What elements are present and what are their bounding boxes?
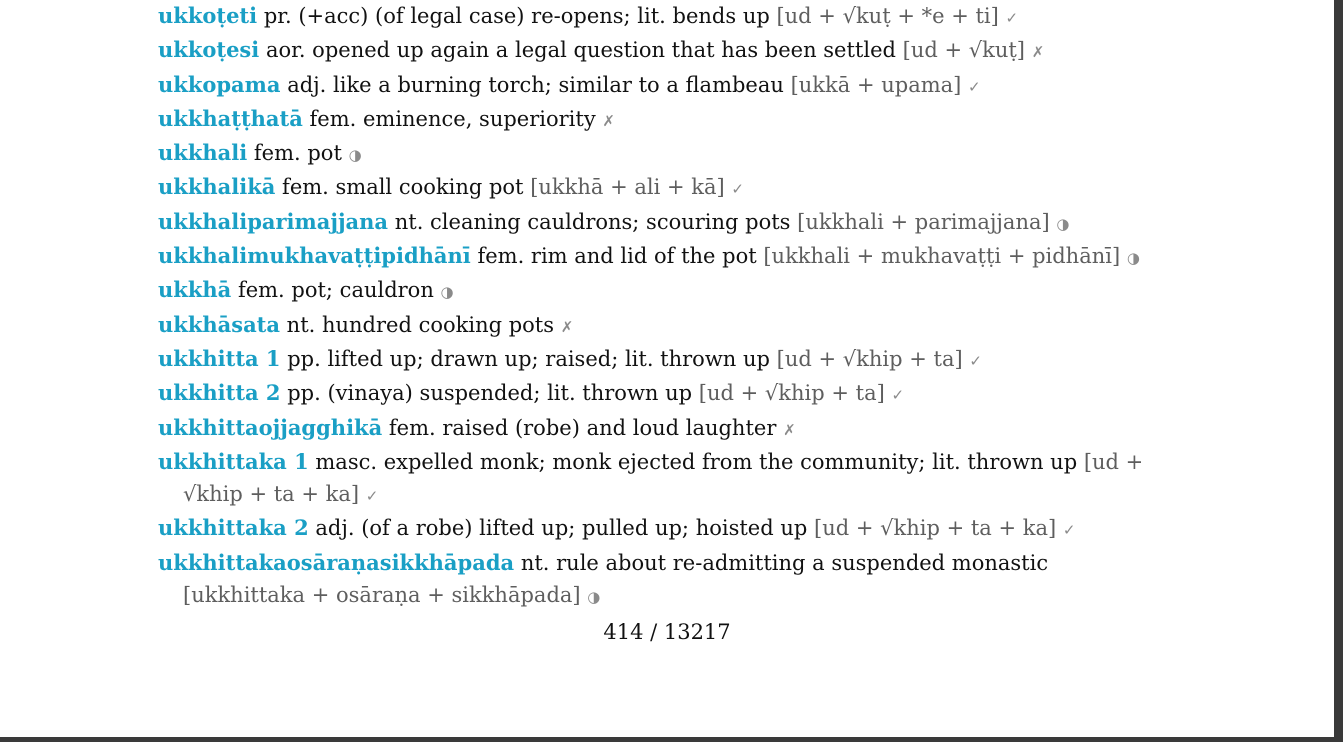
entry-definition: nt. rule about re-admitting a suspended monastic bbox=[520, 550, 1049, 575]
entry-headword: ukkhittaka 1 bbox=[158, 448, 309, 474]
entry-etymology: [ukkhā + ali + kā] bbox=[530, 175, 725, 200]
cross-icon: ✗ bbox=[783, 420, 796, 439]
half-circle-icon: ◑ bbox=[1126, 249, 1140, 268]
page-counter: 414 / 13217 bbox=[603, 620, 731, 644]
dictionary-entry bbox=[158, 171, 1168, 205]
entry-headword: ukkhali bbox=[158, 140, 248, 166]
cross-icon: ✗ bbox=[1031, 43, 1045, 62]
entry-definition: aor. opened up again a legal question that has been settled bbox=[265, 38, 896, 63]
entry-definition: adj. like a burning torch; similar to a flambeau bbox=[287, 72, 784, 97]
entry-etymology: [ukkā + upama] bbox=[790, 72, 962, 97]
entry-etymology: [ukkhali + parimajjana] bbox=[797, 209, 1050, 234]
half-circle-icon: ◑ bbox=[440, 283, 454, 302]
dictionary-entry bbox=[158, 206, 1168, 240]
entry-headword: ukkhittaka 2 bbox=[158, 515, 309, 541]
cross-icon: ✗ bbox=[602, 111, 615, 130]
entry-definition: nt. cleaning cauldrons; scouring pots bbox=[394, 209, 791, 234]
dictionary-entry bbox=[158, 34, 1168, 68]
checkmark-icon: ✓ bbox=[1062, 521, 1076, 540]
entry-etymology: [ud + √khip + ta] bbox=[698, 381, 885, 406]
window-border-bottom bbox=[0, 737, 1343, 742]
entry-headword: ukkoṭesi bbox=[158, 37, 260, 63]
entry-headword: ukkhaṭṭhatā bbox=[158, 105, 303, 131]
checkmark-icon: ✓ bbox=[731, 180, 744, 199]
window-border-right bbox=[1334, 0, 1343, 742]
entry-definition: fem. rim and lid of the pot bbox=[477, 244, 757, 269]
entry-headword: ukkhittakaosāraṇasikkhāpada bbox=[158, 549, 515, 575]
entry-definition: pp. (vinaya) suspended; lit. thrown up bbox=[287, 381, 693, 406]
dictionary-entry bbox=[158, 343, 1168, 377]
entry-definition: fem. small cooking pot bbox=[282, 175, 524, 200]
checkmark-icon: ✓ bbox=[365, 487, 379, 506]
checkmark-icon: ✓ bbox=[969, 351, 982, 370]
dictionary-entry bbox=[158, 240, 1168, 274]
entry-definition: nt. hundred cooking pots bbox=[286, 312, 555, 337]
half-circle-icon: ◑ bbox=[1056, 214, 1070, 233]
entry-headword: ukkhitta 2 bbox=[158, 380, 281, 406]
entry-definition: masc. expelled monk; monk ejected from the community; lit. thrown up bbox=[315, 449, 1078, 474]
entry-headword: ukkhittaojjagghikā bbox=[158, 414, 383, 440]
entry-headword: ukkhitta 1 bbox=[158, 345, 281, 371]
dictionary-entry bbox=[158, 377, 1168, 411]
entry-headword: ukkoṭeti bbox=[158, 3, 258, 28]
checkmark-icon: ✓ bbox=[1005, 9, 1019, 27]
entry-definition: pr. (+acc) (of legal case) re-opens; lit. bends up bbox=[263, 4, 770, 28]
checkmark-icon: ✓ bbox=[968, 77, 981, 96]
dictionary-entry bbox=[158, 309, 1168, 343]
entry-headword: ukkhalikā bbox=[158, 174, 276, 200]
entry-definition: fem. raised (robe) and loud laughter bbox=[388, 415, 777, 440]
dictionary-entry bbox=[158, 137, 1168, 171]
entry-definition: fem. eminence, superiority bbox=[309, 106, 596, 131]
entry-headword: ukkopama bbox=[158, 71, 281, 97]
entry-etymology: [ud + √kuṭ + *e + ti] bbox=[776, 4, 999, 28]
entry-etymology: [ud + √khip + ta] bbox=[776, 346, 963, 371]
dictionary-entry bbox=[158, 547, 1168, 614]
entry-headword: ukkhāsata bbox=[158, 311, 280, 337]
dictionary-entry bbox=[158, 69, 1168, 103]
entry-etymology: [ukkhali + mukhavaṭṭi + pidhānī] bbox=[763, 244, 1121, 269]
entry-headword: ukkhaliparimajjana bbox=[158, 208, 389, 234]
entry-etymology: [ud + √khip + ta + ka] bbox=[183, 449, 1144, 507]
dictionary-entry bbox=[158, 103, 1168, 137]
dictionary-entry bbox=[158, 512, 1168, 546]
dictionary-entry bbox=[158, 446, 1168, 513]
dictionary-entry bbox=[158, 274, 1168, 308]
dictionary-entry-list bbox=[158, 0, 1168, 613]
dictionary-entry bbox=[158, 412, 1168, 446]
entry-definition: fem. pot bbox=[253, 141, 342, 166]
entry-etymology: [ud + √kuṭ] bbox=[902, 38, 1025, 63]
entry-definition: adj. (of a robe) lifted up; pulled up; hoisted up bbox=[315, 516, 808, 541]
dictionary-entry bbox=[158, 0, 1168, 34]
checkmark-icon: ✓ bbox=[891, 386, 905, 405]
half-circle-icon: ◑ bbox=[348, 146, 362, 165]
entry-etymology: [ukkhittaka + osāraṇa + sikkhāpada] bbox=[183, 583, 581, 608]
cross-icon: ✗ bbox=[560, 317, 574, 336]
entry-definition: fem. pot; cauldron bbox=[237, 278, 434, 303]
entry-headword: ukkhā bbox=[158, 277, 232, 303]
entry-definition: pp. lifted up; drawn up; raised; lit. thrown up bbox=[287, 346, 770, 371]
entry-etymology: [ud + √khip + ta + ka] bbox=[814, 516, 1057, 541]
entry-headword: ukkhalimukhavaṭṭipidhānī bbox=[158, 243, 471, 269]
half-circle-icon: ◑ bbox=[587, 588, 601, 607]
